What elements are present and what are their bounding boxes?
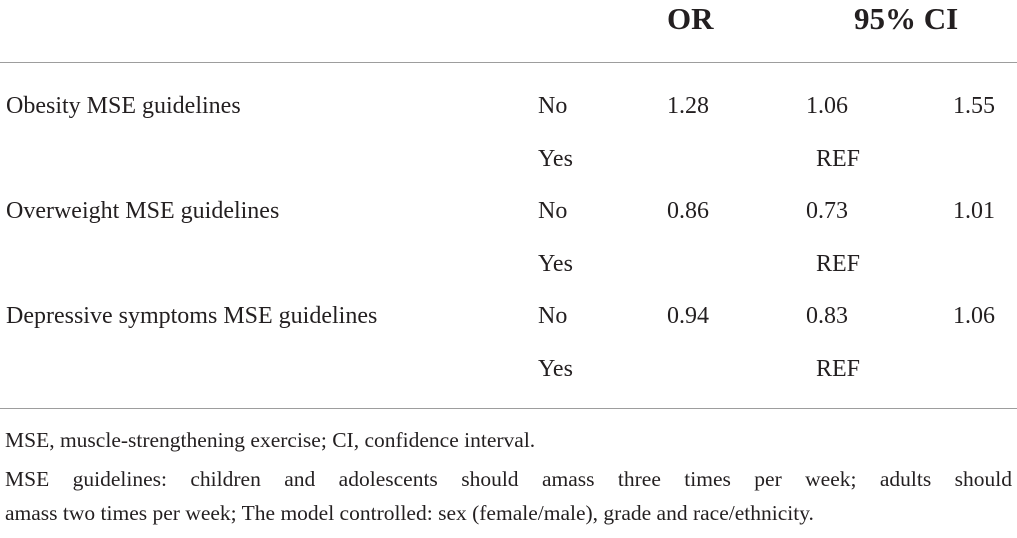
odds-ratio-value: 0.86 [667,198,709,224]
row-response: No [538,303,568,329]
table-top-rule [0,62,1017,63]
row-response: Yes [538,251,573,277]
column-header-or: OR [667,1,714,36]
ci-lower-value: 0.83 [806,303,848,329]
ci-upper-value: 1.55 [953,93,995,119]
row-response: No [538,93,568,119]
row-label-depressive-symptoms: Depressive symptoms MSE guidelines [6,303,378,329]
ci-upper-value: 1.01 [953,198,995,224]
row-label-overweight: Overweight MSE guidelines [6,198,280,224]
ci-lower-value: 1.06 [806,93,848,119]
ci-upper-value: 1.06 [953,303,995,329]
footnote-guidelines-line2: amass two times per week; The model controlled: sex (female/male), grade and race/ethnicity. [5,501,814,525]
table-bottom-rule [0,408,1017,409]
reference-label: REF [816,251,861,277]
odds-ratio-value: 1.28 [667,93,709,119]
footnote-abbreviations: MSE, muscle-strengthening exercise; CI, confidence interval. [5,428,536,452]
reference-label: REF [816,356,861,382]
footnote-guidelines-line1: MSE guidelines: children and adolescents should amass three times per week; adults should [5,467,1012,491]
row-label-obesity: Obesity MSE guidelines [6,93,241,119]
row-response: No [538,198,568,224]
odds-ratio-value: 0.94 [667,303,709,329]
row-response: Yes [538,146,573,172]
ci-lower-value: 0.73 [806,198,848,224]
reference-label: REF [816,146,861,172]
row-response: Yes [538,356,573,382]
column-header-95-ci: 95% CI [854,1,959,36]
